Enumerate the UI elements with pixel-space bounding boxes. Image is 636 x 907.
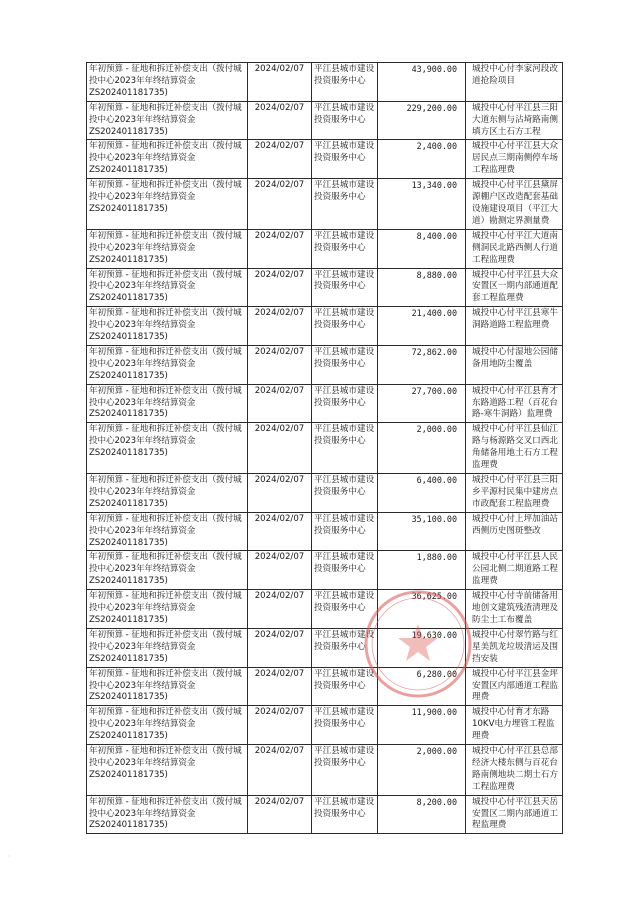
row-organization: 平江县城市建设投资服务中心	[312, 229, 378, 268]
row-category: 年初预算 - 征地和拆迁补偿支出（拨付城投中心2023年年终结算资金ZS202401181735)	[87, 101, 248, 140]
row-amount: 36,625.00	[378, 590, 466, 629]
row-description: 城投中心付平江县大众安置区一期内部通道配套工程监理费	[466, 268, 563, 307]
row-description: 城投中心付平江县育才东路道路工程（百花台路-寒牛洞路）监理费	[466, 384, 563, 423]
row-description: 城投中心付平江县天岳安置区二期内部通道工程监理费	[466, 795, 563, 834]
row-amount: 229,200.00	[378, 101, 466, 140]
row-description: 城投中心付平江县三阳乡平源村民集中建房点市政配套工程监理费	[466, 474, 563, 513]
row-date: 2024/02/07	[248, 384, 312, 423]
table-row	[87, 628, 563, 667]
table-row	[87, 140, 563, 179]
row-description: 城投中心付育才东路10KV电力埋管工程监理费	[466, 706, 563, 745]
row-description: 城投中心付平江县黛屏源棚户区改造配套基础设施建设项目（平江大道）勘测定界测量费	[466, 179, 563, 230]
row-amount: 8,880.00	[378, 268, 466, 307]
row-category: 年初预算 - 征地和拆迁补偿支出（拨付城投中心2023年年终结算资金ZS202401181735)	[87, 512, 248, 551]
row-description: 城投中心付翠竹路与红星美凯龙垃圾清运及围挡安装	[466, 628, 563, 667]
row-date: 2024/02/07	[248, 551, 312, 590]
row-date: 2024/02/07	[248, 590, 312, 629]
row-organization: 平江县城市建设投资服务中心	[312, 179, 378, 230]
payment-table	[86, 62, 563, 834]
page-margin-mark: ·	[8, 852, 11, 861]
row-date: 2024/02/07	[248, 140, 312, 179]
row-category: 年初预算 - 征地和拆迁补偿支出（拨付城投中心2023年年终结算资金ZS202401181735)	[87, 229, 248, 268]
row-description: 城投中心付平江县总部经济大楼东侧与百花台路南侧地块二期土石方工程监理费	[466, 745, 563, 796]
row-organization: 平江县城市建设投资服务中心	[312, 667, 378, 706]
table-row	[87, 268, 563, 307]
table-row	[87, 179, 563, 230]
row-organization: 平江县城市建设投资服务中心	[312, 345, 378, 384]
row-amount: 2,000.00	[378, 423, 466, 474]
row-category: 年初预算 - 征地和拆迁补偿支出（拨付城投中心2023年年终结算资金ZS202401181735)	[87, 179, 248, 230]
row-description: 城投中心付寺前储备用地创文建筑残渣清理及防尘土工布覆盖	[466, 590, 563, 629]
row-amount: 35,100.00	[378, 512, 466, 551]
row-organization: 平江县城市建设投资服务中心	[312, 307, 378, 346]
row-description: 城投中心付平江县人民公园北侧二期道路工程监理费	[466, 551, 563, 590]
table-row	[87, 667, 563, 706]
row-category: 年初预算 - 征地和拆迁补偿支出（拨付城投中心2023年年终结算资金ZS202401181735)	[87, 667, 248, 706]
row-amount: 19,630.00	[378, 628, 466, 667]
row-date: 2024/02/07	[248, 512, 312, 551]
row-amount: 27,700.00	[378, 384, 466, 423]
table-row	[87, 229, 563, 268]
row-date: 2024/02/07	[248, 795, 312, 834]
table-row	[87, 345, 563, 384]
row-description: 城投中心付平江县金坪安置区内部通道工程监理费	[466, 667, 563, 706]
row-organization: 平江县城市建设投资服务中心	[312, 551, 378, 590]
row-date: 2024/02/07	[248, 745, 312, 796]
row-date: 2024/02/07	[248, 706, 312, 745]
row-amount: 6,400.00	[378, 474, 466, 513]
row-organization: 平江县城市建设投资服务中心	[312, 140, 378, 179]
table-row	[87, 795, 563, 834]
row-organization: 平江县城市建设投资服务中心	[312, 474, 378, 513]
row-category: 年初预算 - 征地和拆迁补偿支出（拨付城投中心2023年年终结算资金ZS202401181735)	[87, 745, 248, 796]
row-category: 年初预算 - 征地和拆迁补偿支出（拨付城投中心2023年年终结算资金ZS202401181735)	[87, 628, 248, 667]
row-amount: 2,000.00	[378, 745, 466, 796]
row-date: 2024/02/07	[248, 628, 312, 667]
row-category: 年初预算 - 征地和拆迁补偿支出（拨付城投中心2023年年终结算资金ZS202401181735)	[87, 423, 248, 474]
row-description: 城投中心付平江大道南侧洞民北路西侧人行道工程监理费	[466, 229, 563, 268]
row-date: 2024/02/07	[248, 101, 312, 140]
row-category: 年初预算 - 征地和拆迁补偿支出（拨付城投中心2023年年终结算资金ZS202401181735)	[87, 590, 248, 629]
row-organization: 平江县城市建设投资服务中心	[312, 384, 378, 423]
official-seal-icon	[358, 584, 478, 704]
row-category: 年初预算 - 征地和拆迁补偿支出（拨付城投中心2023年年终结算资金ZS202401181735)	[87, 345, 248, 384]
row-date: 2024/02/07	[248, 179, 312, 230]
row-organization: 平江县城市建设投资服务中心	[312, 63, 378, 102]
row-category: 年初预算 - 征地和拆迁补偿支出（拨付城投中心2023年年终结算资金ZS202401181735)	[87, 474, 248, 513]
row-description: 城投中心付湿地公园储备用地防尘覆盖	[466, 345, 563, 384]
row-organization: 平江县城市建设投资服务中心	[312, 101, 378, 140]
table-body	[87, 63, 563, 834]
row-date: 2024/02/07	[248, 345, 312, 384]
row-category: 年初预算 - 征地和拆迁补偿支出（拨付城投中心2023年年终结算资金ZS202401181735)	[87, 795, 248, 834]
row-description: 城投中心付平江县仙江路与杨源路交叉口西北角储备用地土石方工程监理费	[466, 423, 563, 474]
row-description: 城投中心付上坪加油站西侧历史图斑整改	[466, 512, 563, 551]
row-category: 年初预算 - 征地和拆迁补偿支出（拨付城投中心2023年年终结算资金ZS202401181735)	[87, 140, 248, 179]
payment-table-container	[86, 62, 563, 834]
row-amount: 1,880.00	[378, 551, 466, 590]
row-organization: 平江县城市建设投资服务中心	[312, 268, 378, 307]
row-description: 城投中心付平江县寒牛洞路道路工程监理费	[466, 307, 563, 346]
row-organization: 平江县城市建设投资服务中心	[312, 628, 378, 667]
table-row	[87, 307, 563, 346]
row-date: 2024/02/07	[248, 268, 312, 307]
row-organization: 平江县城市建设投资服务中心	[312, 745, 378, 796]
row-date: 2024/02/07	[248, 423, 312, 474]
row-date: 2024/02/07	[248, 474, 312, 513]
table-row	[87, 590, 563, 629]
row-description: 城投中心付李家河段改道抢险项目	[466, 63, 563, 102]
row-amount: 6,280.00	[378, 667, 466, 706]
row-amount: 8,400.00	[378, 229, 466, 268]
row-amount: 13,340.00	[378, 179, 466, 230]
table-row	[87, 101, 563, 140]
row-organization: 平江县城市建设投资服务中心	[312, 795, 378, 834]
row-category: 年初预算 - 征地和拆迁补偿支出（拨付城投中心2023年年终结算资金ZS202401181735)	[87, 63, 248, 102]
row-organization: 平江县城市建设投资服务中心	[312, 706, 378, 745]
table-row	[87, 384, 563, 423]
row-amount: 43,900.00	[378, 63, 466, 102]
table-row	[87, 474, 563, 513]
row-category: 年初预算 - 征地和拆迁补偿支出（拨付城投中心2023年年终结算资金ZS202401181735)	[87, 706, 248, 745]
row-date: 2024/02/07	[248, 229, 312, 268]
row-organization: 平江县城市建设投资服务中心	[312, 590, 378, 629]
table-row	[87, 512, 563, 551]
row-organization: 平江县城市建设投资服务中心	[312, 512, 378, 551]
row-date: 2024/02/07	[248, 307, 312, 346]
row-date: 2024/02/07	[248, 667, 312, 706]
row-category: 年初预算 - 征地和拆迁补偿支出（拨付城投中心2023年年终结算资金ZS202401181735)	[87, 268, 248, 307]
row-amount: 21,400.00	[378, 307, 466, 346]
row-amount: 2,400.00	[378, 140, 466, 179]
table-row	[87, 745, 563, 796]
row-description: 城投中心付平江县大众居民点三期南侧停车场工程监理费	[466, 140, 563, 179]
row-amount: 72,862.00	[378, 345, 466, 384]
table-row	[87, 551, 563, 590]
row-amount: 8,200.00	[378, 795, 466, 834]
table-row	[87, 63, 563, 102]
row-organization: 平江县城市建设投资服务中心	[312, 423, 378, 474]
table-row	[87, 706, 563, 745]
row-date: 2024/02/07	[248, 63, 312, 102]
row-description: 城投中心付平江县三阳大道东侧与沾埼路南侧填方区土石方工程	[466, 101, 563, 140]
row-amount: 11,900.00	[378, 706, 466, 745]
row-category: 年初预算 - 征地和拆迁补偿支出（拨付城投中心2023年年终结算资金ZS202401181735)	[87, 551, 248, 590]
row-category: 年初预算 - 征地和拆迁补偿支出（拨付城投中心2023年年终结算资金ZS202401181735)	[87, 307, 248, 346]
row-category: 年初预算 - 征地和拆迁补偿支出（拨付城投中心2023年年终结算资金ZS202401181735)	[87, 384, 248, 423]
table-row	[87, 423, 563, 474]
